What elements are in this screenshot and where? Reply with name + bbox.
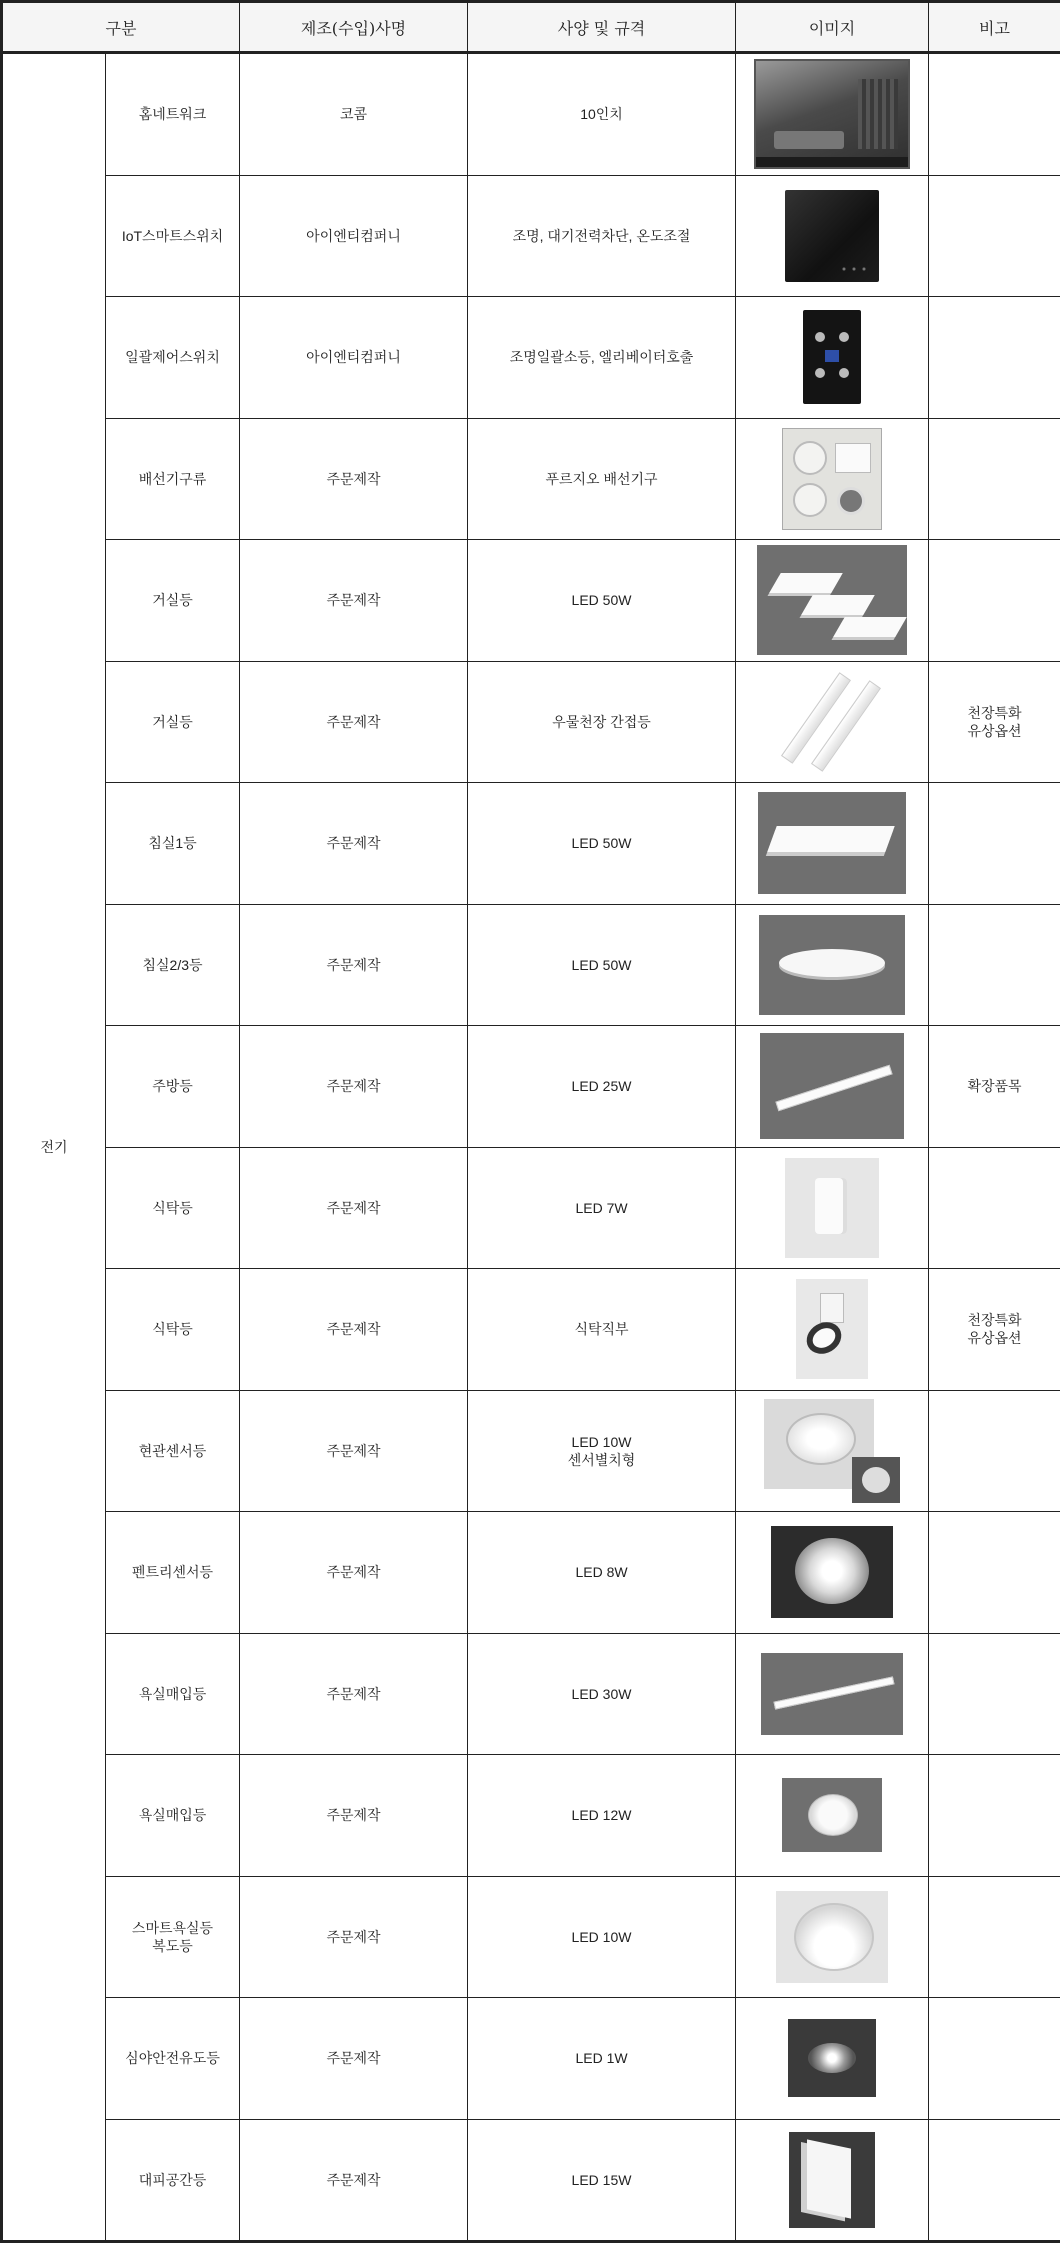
spec-text: LED 50W (468, 904, 736, 1026)
refuge-area-light-image (789, 2132, 875, 2228)
item-name: 스마트욕실등 복도등 (106, 1876, 240, 1998)
table-row (2, 175, 1060, 297)
item-name: 거실등 (106, 540, 240, 662)
table-row (2, 1512, 1060, 1634)
item-name: 주방등 (106, 1026, 240, 1148)
table-row (2, 1998, 1060, 2120)
bathroom-downlight-image (782, 1778, 882, 1852)
note-text (929, 2119, 1060, 2242)
note-text (929, 175, 1060, 297)
master-control-switch-image (803, 310, 861, 404)
maker-name: 주문제작 (240, 783, 468, 905)
maker-name: 주문제작 (240, 418, 468, 540)
night-guide-light-image (788, 2019, 876, 2097)
maker-name: 주문제작 (240, 1147, 468, 1269)
maker-name: 주문제작 (240, 1026, 468, 1148)
spec-text: 푸르지오 배선기구 (468, 418, 736, 540)
note-text (929, 418, 1060, 540)
three-panel-light-image (757, 545, 907, 655)
product-image-cell (736, 1876, 929, 1998)
maker-name: 주문제작 (240, 540, 468, 662)
smart-bath-downlight-image (776, 1891, 888, 1983)
spec-text: LED 7W (468, 1147, 736, 1269)
round-ceiling-light-image (759, 915, 905, 1015)
item-name: 침실1등 (106, 783, 240, 905)
maker-name: 주문제작 (240, 661, 468, 783)
note-text (929, 540, 1060, 662)
category-cell: 전기 (2, 53, 106, 2242)
item-name: 식탁등 (106, 1147, 240, 1269)
item-name: 심야안전유도등 (106, 1998, 240, 2120)
product-image-cell (736, 1147, 929, 1269)
spec-text: 우물천장 간접등 (468, 661, 736, 783)
note-text: 천장특화 유상옵션 (929, 1269, 1060, 1391)
spec-text: LED 15W (468, 2119, 736, 2242)
table-row (2, 2119, 1060, 2242)
table-row (2, 661, 1060, 783)
pantry-sensor-light-image (771, 1526, 893, 1618)
product-image-cell (736, 1269, 929, 1391)
maker-name: 주문제작 (240, 1755, 468, 1877)
maker-name: 아이엔티컴퍼니 (240, 175, 468, 297)
table-row (2, 53, 1060, 176)
product-image-cell (736, 2119, 929, 2242)
item-name: 일괄제어스위치 (106, 297, 240, 419)
product-image-cell (736, 1512, 929, 1634)
spec-text: 식탁직부 (468, 1269, 736, 1391)
product-image-cell (736, 297, 929, 419)
table-row (2, 418, 1060, 540)
spec-text: LED 50W (468, 783, 736, 905)
note-text (929, 297, 1060, 419)
product-image-cell (736, 904, 929, 1026)
iot-smart-switch-image (785, 190, 879, 282)
spec-text: LED 30W (468, 1633, 736, 1755)
note-text: 확장품목 (929, 1026, 1060, 1148)
table-row (2, 783, 1060, 905)
table-row (2, 1390, 1060, 1512)
maker-name: 주문제작 (240, 1876, 468, 1998)
entrance-sensor-light-image (764, 1399, 900, 1503)
product-image-cell (736, 1390, 929, 1512)
note-text (929, 1876, 1060, 1998)
table-row (2, 540, 1060, 662)
spec-text: 조명, 대기전력차단, 온도조절 (468, 175, 736, 297)
spec-text: 조명일괄소등, 엘리베이터호출 (468, 297, 736, 419)
item-name: 펜트리센서등 (106, 1512, 240, 1634)
table-row (2, 1026, 1060, 1148)
maker-name: 주문제작 (240, 1390, 468, 1512)
table-row (2, 1755, 1060, 1877)
home-network-panel-image (754, 59, 910, 169)
spec-text: LED 10W (468, 1876, 736, 1998)
product-image-cell (736, 53, 929, 176)
item-name: 배선기구류 (106, 418, 240, 540)
item-name: 대피공간등 (106, 2119, 240, 2242)
bathroom-linear-light-image (761, 1653, 903, 1735)
item-name: 거실등 (106, 661, 240, 783)
maker-name: 주문제작 (240, 1633, 468, 1755)
maker-name: 주문제작 (240, 904, 468, 1026)
item-name: 현관센서등 (106, 1390, 240, 1512)
product-image-cell (736, 540, 929, 662)
table-row (2, 1876, 1060, 1998)
product-image-cell (736, 1026, 929, 1148)
spec-text: LED 25W (468, 1026, 736, 1148)
product-image-cell (736, 1755, 929, 1877)
header-category: 구분 (2, 2, 240, 53)
spec-text: LED 50W (468, 540, 736, 662)
header-image: 이미지 (736, 2, 929, 53)
product-image-cell (736, 661, 929, 783)
note-text (929, 1755, 1060, 1877)
header-spec: 사양 및 규격 (468, 2, 736, 53)
item-name: 욕실매입등 (106, 1755, 240, 1877)
item-name: 홈네트워크 (106, 53, 240, 176)
table-row (2, 1147, 1060, 1269)
note-text (929, 1633, 1060, 1755)
table-row (2, 297, 1060, 419)
product-image-cell (736, 1998, 929, 2120)
item-name: 침실2/3등 (106, 904, 240, 1026)
header-row (2, 2, 1060, 53)
table-row (2, 1633, 1060, 1755)
header-maker: 제조(수입)사명 (240, 2, 468, 53)
note-text: 천장특화 유상옵션 (929, 661, 1060, 783)
note-text (929, 1998, 1060, 2120)
maker-name: 코콤 (240, 53, 468, 176)
note-text (929, 1390, 1060, 1512)
spec-text: LED 8W (468, 1512, 736, 1634)
square-ceiling-light-image (758, 792, 906, 894)
maker-name: 주문제작 (240, 1512, 468, 1634)
note-text (929, 1512, 1060, 1634)
item-name: IoT스마트스위치 (106, 175, 240, 297)
maker-name: 주문제작 (240, 1998, 468, 2120)
spec-text: LED 1W (468, 1998, 736, 2120)
product-image-cell (736, 783, 929, 905)
item-name: 식탁등 (106, 1269, 240, 1391)
product-image-cell (736, 175, 929, 297)
spec-text: 10인치 (468, 53, 736, 176)
cove-rail-light-image (757, 667, 907, 777)
linear-kitchen-light-image (760, 1033, 904, 1139)
note-text (929, 783, 1060, 905)
cylinder-pendant-image (785, 1158, 879, 1258)
product-image-cell (736, 418, 929, 540)
note-text (929, 53, 1060, 176)
spec-text: LED 10W 센서별치형 (468, 1390, 736, 1512)
item-name: 욕실매입등 (106, 1633, 240, 1755)
header-note: 비고 (929, 2, 1060, 53)
maker-name: 주문제작 (240, 2119, 468, 2242)
table-row (2, 1269, 1060, 1391)
table-row (2, 904, 1060, 1026)
maker-name: 아이엔티컴퍼니 (240, 297, 468, 419)
maker-name: 주문제작 (240, 1269, 468, 1391)
outlet-set-image (782, 428, 882, 530)
note-text (929, 904, 1060, 1026)
spec-text: LED 12W (468, 1755, 736, 1877)
product-image-cell (736, 1633, 929, 1755)
spot-light-image (796, 1279, 868, 1379)
note-text (929, 1147, 1060, 1269)
